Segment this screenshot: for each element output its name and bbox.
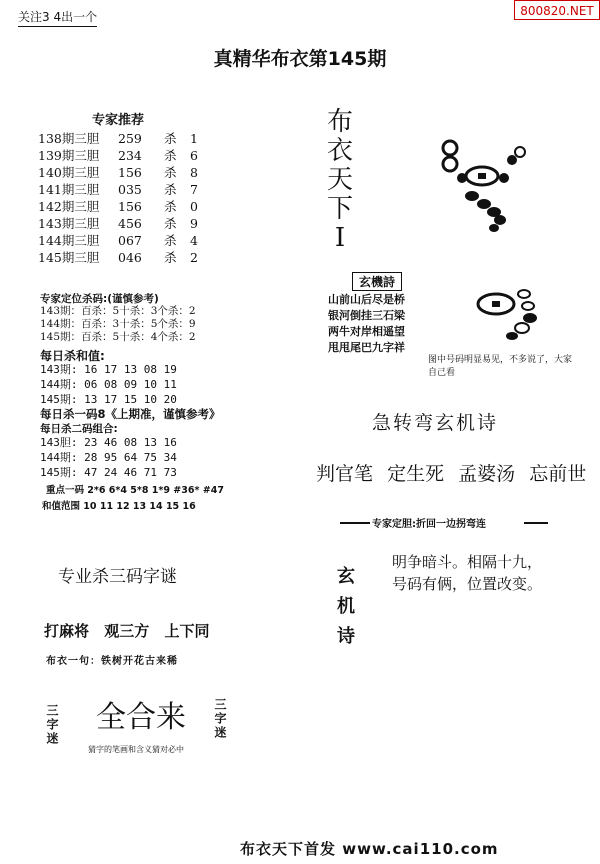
xuan-poem-line: 号码有俩，位置改变。: [392, 575, 543, 593]
daily-sum-row: 144期: 06 08 09 10 11: [40, 378, 177, 391]
expert-recommend-row: [38, 198, 198, 215]
riddle-right-vertical: 三字迷: [213, 698, 227, 740]
daily-two-title: 每日杀二码组合:: [40, 423, 118, 435]
daily-two-row: 143胆: 23 46 08 13 16: [40, 436, 177, 449]
riddle-big-word: 全合来: [96, 700, 186, 735]
vertical-char: 布: [326, 107, 353, 137]
vertical-char: 衣: [326, 136, 353, 166]
expert-recommend-row: [38, 249, 198, 266]
expert-period: 139期三胆: [38, 148, 100, 163]
expert-kill: 杀: [164, 233, 177, 248]
site-watermark[interactable]: 800820.NET: [514, 0, 600, 20]
poem-phrase: 判官笔: [316, 463, 374, 485]
vertical-char: 玄: [337, 566, 355, 587]
vertical-char: 机: [337, 596, 355, 617]
expert-nums: 259: [118, 131, 142, 146]
expert-recommend-row: [38, 181, 198, 198]
expert-recommend-row: [38, 130, 198, 147]
poem-title: 玄機詩: [352, 272, 402, 291]
expert-nums: 067: [118, 233, 142, 248]
expert-nums: 156: [118, 199, 142, 214]
expert-period: 145期三胆: [38, 250, 100, 265]
daily-sum-title: 每日杀和值:: [40, 349, 105, 363]
position-kill-row: 144期：百杀：3十杀：5个杀：9: [40, 318, 196, 330]
expert-recommend-row: [38, 147, 198, 164]
riddle-phrase: 打麻将: [44, 622, 90, 640]
riddle-left-vertical: 三字迷: [45, 704, 59, 746]
expert-k: 4: [190, 233, 198, 248]
daily-sum-row: 145期: 13 17 15 10 20: [40, 393, 177, 406]
position-kill-row: 145期：百杀：5十杀：4个杀：2: [40, 331, 196, 343]
riddle-footnote: 猜字的笔画和含义猜对必中: [88, 745, 184, 754]
expert-k: 1: [190, 131, 198, 146]
expert-period: 144期三胆: [38, 233, 100, 248]
expert-k: 9: [190, 216, 198, 231]
expert-kill: 杀: [164, 165, 177, 180]
focus-code: 重点一码 2*6 6*4 5*8 1*9 #36* #47: [46, 485, 224, 496]
expert-dingdan: 专家定胆:折回一边拐弯连: [372, 519, 486, 530]
xuan-poem-line: 明争暗斗。相隔十九，: [392, 553, 543, 571]
poem-line: 甩甩尾巴九字祥: [328, 341, 405, 354]
poem-line: 两牛对岸相遥望: [328, 325, 405, 338]
expert-k: 2: [190, 250, 198, 265]
expert-nums: 046: [118, 250, 142, 265]
figure-note: 图中号码明显易见，不多说了，大家自己看: [428, 355, 573, 378]
expert-kill: 杀: [164, 131, 177, 146]
expert-period: 143期三胆: [38, 216, 100, 231]
riddle-title: 专业杀三码字谜: [58, 567, 177, 587]
riddle-phrase: 观三方: [104, 622, 150, 640]
expert-nums: 456: [118, 216, 142, 231]
daily-two-row: 145期: 47 24 46 71 73: [40, 466, 177, 479]
vertical-char: 下: [326, 194, 353, 224]
expert-period: 141期三胆: [38, 182, 100, 197]
expert-period: 140期三胆: [38, 165, 100, 180]
expert-nums: 035: [118, 182, 142, 197]
buyi-saying: 布衣一句：铁树开花古来稀: [46, 656, 178, 667]
sum-range: 和值范围 10 11 12 13 14 15 16: [42, 501, 196, 512]
expert-nums: 234: [118, 148, 142, 163]
daily-sum-row: 143期: 16 17 13 08 19: [40, 363, 177, 376]
expert-nums: 156: [118, 165, 142, 180]
poem-phrase: 忘前世: [529, 463, 587, 485]
expert-k: 8: [190, 165, 198, 180]
expert-period: 138期三胆: [38, 131, 100, 146]
vertical-char: I: [334, 223, 346, 253]
riddle-phrase: 上下同: [164, 622, 210, 640]
page-title: 真精华布衣第145期: [213, 48, 387, 70]
daily-two-row: 144期: 28 95 64 75 34: [40, 451, 177, 464]
expert-kill: 杀: [164, 148, 177, 163]
expert-period: 142期三胆: [38, 199, 100, 214]
expert-kill: 杀: [164, 216, 177, 231]
expert-kill: 杀: [164, 182, 177, 197]
expert-recommend-title: 专家推荐: [92, 113, 145, 128]
poem-phrase: 定生死: [387, 463, 445, 485]
expert-kill: 杀: [164, 250, 177, 265]
expert-recommend-row: [38, 164, 198, 181]
expert-k: 7: [190, 182, 198, 197]
vertical-char: 天: [326, 165, 353, 195]
poem-phrase: 孟婆汤: [458, 463, 516, 485]
divider: [340, 522, 370, 524]
footer-site[interactable]: 布衣天下首发 www.cai110.com: [240, 840, 499, 858]
divider: [524, 522, 548, 524]
expert-k: 6: [190, 148, 198, 163]
poem-line: 银河倒挂三石梁: [328, 309, 405, 322]
position-kill-title: 专家定位杀码:(谨慎参考): [40, 293, 159, 305]
buyi-vertical-title: [324, 108, 356, 253]
expert-kill: 杀: [164, 199, 177, 214]
top-note: 关注3 4出一个: [18, 8, 97, 27]
jizhuan-title: 急转弯玄机诗: [372, 412, 499, 434]
daily-one-code: 每日杀一码8《上期准，谨慎参考》: [40, 407, 221, 421]
expert-recommend-row: [38, 215, 198, 232]
coin-illustration: [432, 138, 532, 238]
expert-k: 0: [190, 199, 198, 214]
riddle-poem-line: [316, 459, 594, 486]
expert-recommend-row: [38, 232, 198, 249]
poem-line: 山前山后尽是桥: [328, 293, 405, 306]
vertical-char: 诗: [337, 626, 355, 647]
xuan-vertical-title: [334, 562, 358, 652]
riddle-mahjong-line: [44, 620, 220, 641]
position-kill-row: 143期：百杀：5十杀：3个杀：2: [40, 305, 196, 317]
coin-illustration: [466, 286, 556, 348]
